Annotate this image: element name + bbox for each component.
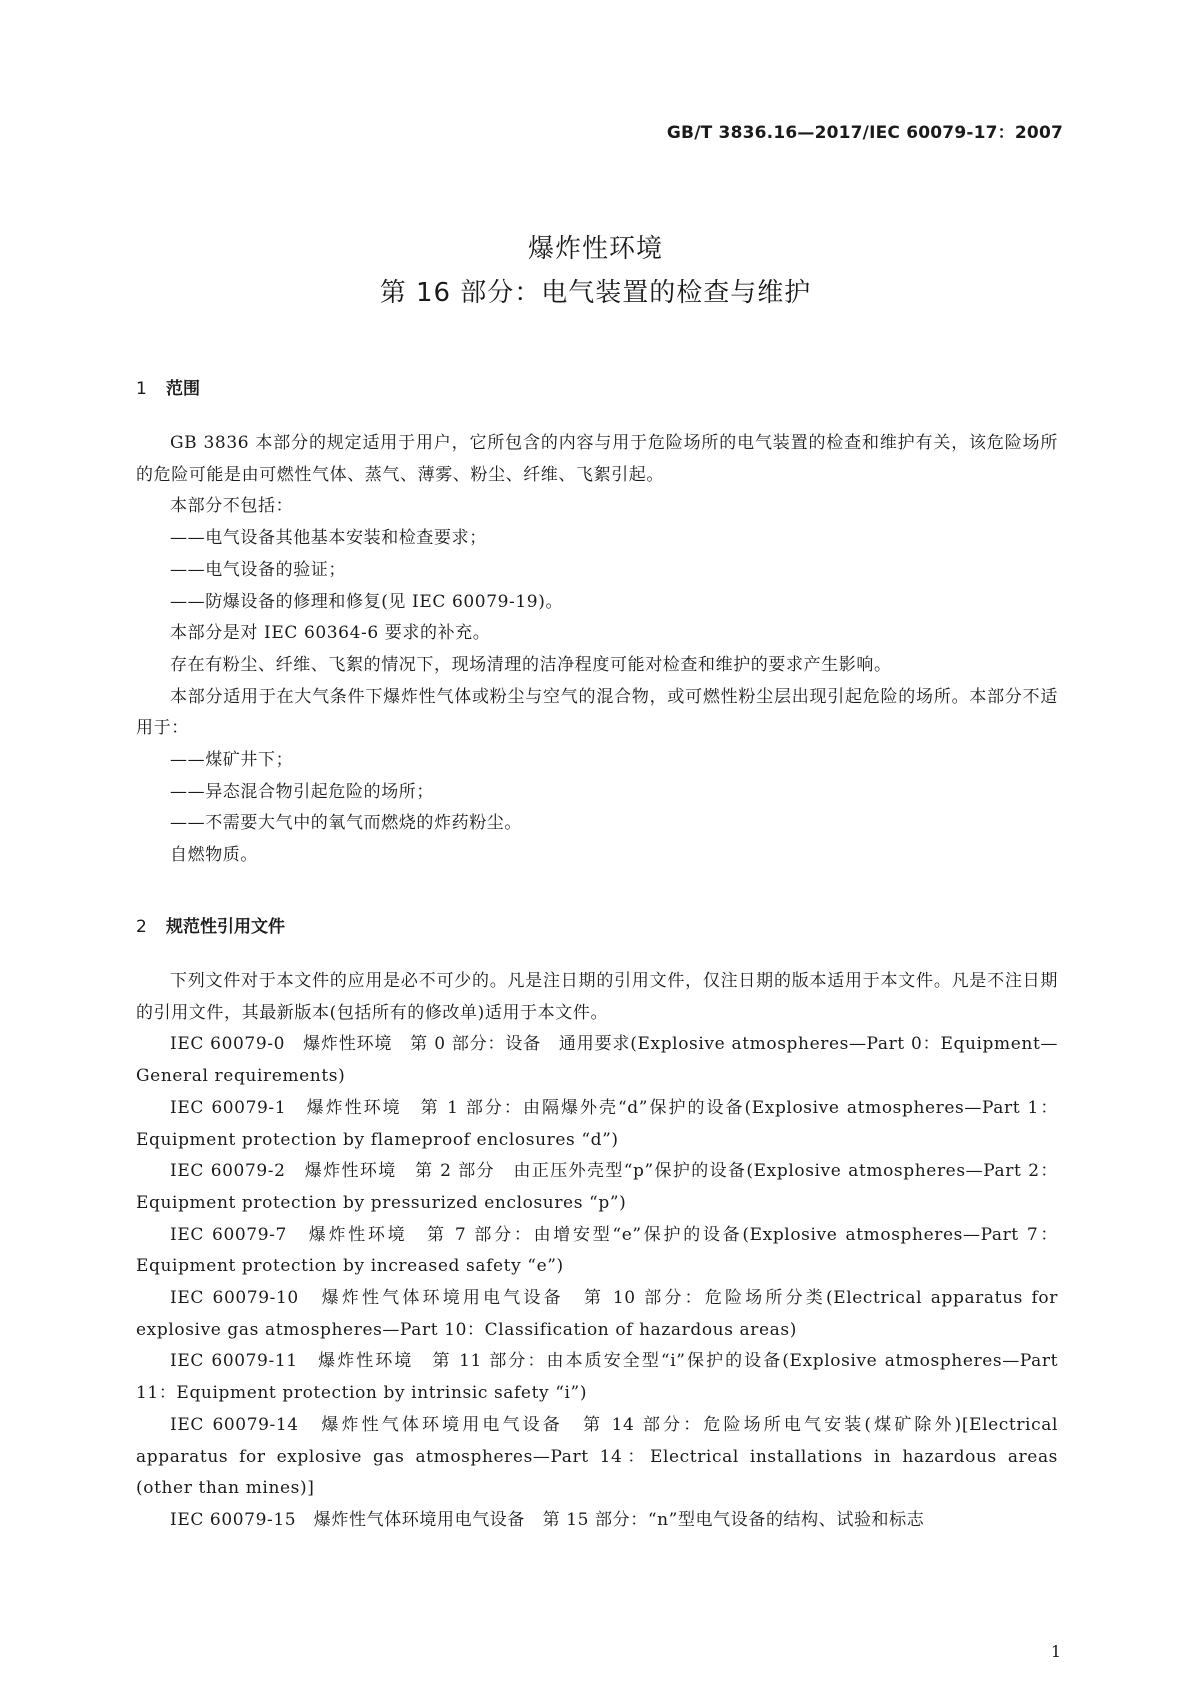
paragraph: 本部分不包括： [170,496,294,517]
reference-entry: IEC 60079-1 爆炸性环境 第 1 部分：由隔爆外壳“d”保护的设备(Explosive atmospheres—Part 1：Equipment protection by flameproof enclosures “d”) [136,1097,1058,1150]
paragraph: 下列文件对于本文件的应用是必不可少的。凡是注日期的引用文件，仅注日期的版本适用于本文件。凡是不注日期的引用文件，其最新版本(包括所有的修改单)适用于本文件。 [136,971,1058,1023]
section-number: 2 [136,917,147,937]
paragraph: 自燃物质。 [170,845,258,866]
reference-entry: IEC 60079-11 爆炸性环境 第 11 部分：由本质安全型“i”保护的设备(Explosive atmospheres—Part 11：Equipment protection by intrinsic safety “i”) [136,1351,1059,1404]
reference-entry: IEC 60079-2 爆炸性环境 第 2 部分 由正压外壳型“p”保护的设备(Explosive atmospheres—Part 2：Equipment protection by pressurized enclosures “p”) [136,1161,1058,1213]
list-item: ——电气设备的验证； [170,559,346,580]
reference-entry: IEC 60079-14 爆炸性气体环境用电气设备 第 14 部分：危险场所电气安装(煤矿除外)[Electrical apparatus for explosive gas atmospheres—Part 14：Electrical installations in hazardous areas (other than mines)] [136,1414,1058,1499]
section-title: 范围 [166,379,200,399]
section-1-body [136,428,1058,872]
section-title: 规范性引用文件 [166,917,285,937]
list-item: ——异态混合物引起危险的场所； [170,781,434,802]
list-item: ——电气设备其他基本安装和检查要求； [170,528,487,549]
paragraph: 本部分适用于在大气条件下爆炸性气体或粉尘与空气的混合物，或可燃性粉尘层出现引起危险的场所。本部分不适用于： [136,686,1058,739]
page-number: 1 [1050,1642,1061,1661]
standard-number: GB/T 3836.16—2017/IEC 60079-17：2007 [666,123,1063,143]
section-2-heading [136,912,285,937]
section-1-heading [136,374,200,399]
paragraph: 本部分是对 IEC 60364-6 要求的补充。 [170,623,491,644]
document-subtitle: 第 16 部分：电气装置的检查与维护 [379,278,812,308]
list-item: ——防爆设备的修理和修复(见 IEC 60079-19)。 [170,591,564,612]
reference-entry: IEC 60079-15 爆炸性气体环境用电气设备 第 15 部分：“n”型电气设备的结构、试验和标志 [170,1509,925,1530]
reference-entry: IEC 60079-7 爆炸性环境 第 7 部分：由增安型“e”保护的设备(Explosive atmospheres—Part 7：Equipment protection by increased safety “e”) [136,1224,1058,1277]
list-item: ——煤矿井下； [170,750,294,771]
reference-entry: IEC 60079-10 爆炸性气体环境用电气设备 第 10 部分：危险场所分类(Electrical apparatus for explosive gas atmospheres—Part 10：Classification of hazardous areas) [136,1288,1058,1340]
reference-entry: IEC 60079-0 爆炸性环境 第 0 部分：设备 通用要求(Explosive atmospheres—Part 0：Equipment—General requirements) [136,1034,1058,1087]
section-number: 1 [136,379,147,399]
section-2-body [136,966,1058,1537]
paragraph: GB 3836 本部分的规定适用于用户，它所包含的内容与用于危险场所的电气装置的检查和维护有关，该危险场所的危险可能是由可燃性气体、蒸气、薄雾、粉尘、纤维、飞絮引起。 [136,433,1058,485]
paragraph: 存在有粉尘、纤维、飞絮的情况下，现场清理的洁净程度可能对检查和维护的要求产生影响。 [170,654,892,675]
list-item: ——不需要大气中的氧气而燃烧的炸药粉尘。 [170,813,522,834]
document-title: 爆炸性环境 [527,234,663,264]
